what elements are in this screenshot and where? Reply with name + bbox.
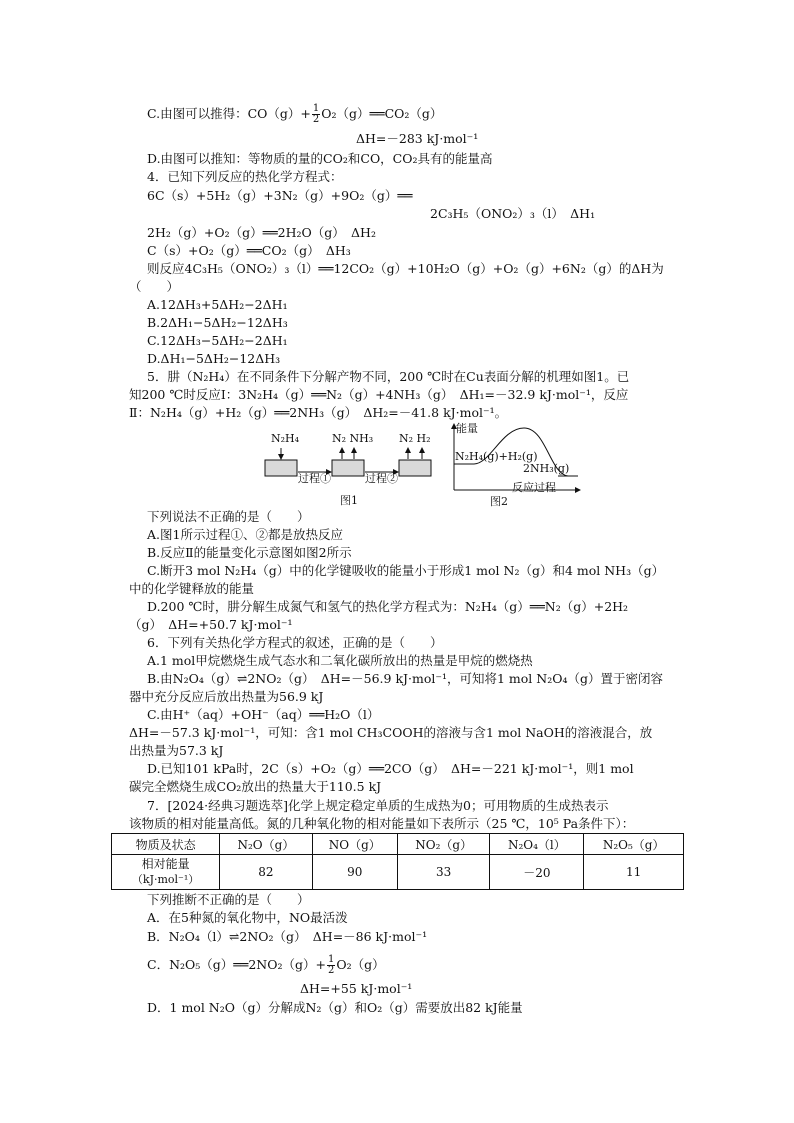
q5-option-a: A.图1所示过程①、②都是放热反应: [147, 527, 343, 542]
table-header-cell: N₂O₄（l）: [490, 834, 584, 855]
q4-option-a: A.12ΔH₃+5ΔH₂−2ΔH₁: [147, 297, 288, 312]
q3-option-c: [147, 104, 442, 125]
table-header-cell: NO（g）: [312, 834, 397, 855]
q6-option-c-3: 出热量为57.3 kJ: [129, 743, 224, 758]
fig2-ylabel: 能量: [456, 422, 478, 435]
q4-option-c: C.12ΔH₃−5ΔH₂−2ΔH₁: [147, 333, 288, 348]
q5-line-1: 5．肼（N₂H₄）在不同条件下分解产物不同，200 ℃时在Cu表面分解的机理如图1。已: [147, 369, 630, 384]
table-cell: 90: [312, 855, 397, 890]
q3-option-c-text-b: O₂（g）══CO₂（g）: [321, 106, 443, 121]
fig2-xlabel: 反应过程: [512, 481, 556, 494]
q4-stem: 4．已知下列反应的热化学方程式：: [147, 169, 343, 184]
q5-ask: 下列说法不正确的是（ ）: [147, 509, 310, 524]
surface-box-2: [332, 460, 364, 476]
q6-option-d-2: 碳完全燃烧生成CO₂放出的热量大于110.5 kJ: [129, 779, 382, 794]
fig1-label-step2: 过程②: [365, 472, 398, 485]
table-cell: －20: [490, 855, 584, 890]
q4-eq3: C（s）+O₂（g）══CO₂（g） ΔH₃: [147, 243, 351, 258]
relative-energy-table: [111, 833, 684, 890]
row-label-line-2: （kJ·mol⁻¹）: [131, 873, 200, 886]
q4-eq1b: 2C₃H₅（ONO₂）₃（l） ΔH₁: [430, 206, 596, 221]
table-header-cell: N₂O₅（g）: [584, 834, 684, 855]
row-label-line-1: 相对能量: [141, 857, 190, 871]
q6-option-c-2: ΔH=－57.3 kJ·mol⁻¹，可知：含1 mol CH₃COOH的溶液与含1 mol NaOH的溶液混合，放: [129, 725, 653, 740]
q5-option-d-1: D.200 ℃时，肼分解生成氮气和氢气的热化学方程式为：N₂H₄（g）══N₂（g）+2H₂: [147, 599, 629, 614]
q7-option-c-text-a: C．N₂O₅（g）══2NO₂（g）+: [147, 957, 326, 972]
surface-box-1: [265, 460, 297, 476]
q6-stem: 6．下列有关热化学方程式的叙述，正确的是（ ）: [147, 635, 443, 650]
q6-option-b-2: 器中充分反应后放出热量为56.9 kJ: [129, 689, 324, 704]
table-row: [112, 855, 684, 890]
table-cell: 82: [220, 855, 312, 890]
q4-option-b: B.2ΔH₁−5ΔH₂−12ΔH₃: [147, 315, 288, 330]
q5-line-3: Ⅱ：N₂H₄（g）+H₂（g）══2NH₃（g） ΔH₂=－41.8 kJ·mol⁻¹。: [129, 405, 508, 420]
fig1-label-n2-h2: N₂ H₂: [399, 432, 431, 445]
figure-2: [450, 420, 585, 510]
q7-ask: 下列推断不正确的是（ ）: [147, 892, 310, 907]
fig1-label-n2h4: N₂H₄: [271, 432, 300, 445]
q3-option-c-text-a: C.由图可以推得：CO（g）+: [147, 106, 311, 121]
q7-option-a: A．在5种氮的氧化物中，NO最活泼: [147, 910, 348, 925]
fig1-label-step1: 过程①: [298, 472, 331, 485]
figure-1: [262, 432, 442, 508]
q5-option-b: B.反应Ⅱ的能量变化示意图如图2所示: [147, 545, 352, 560]
q6-option-d-1: D.已知101 kPa时，2C（s）+O₂（g）══2CO（g） ΔH=－221 kJ·mol⁻¹，则1 mol: [147, 761, 634, 776]
q4-option-d: D.ΔH₁−5ΔH₂−12ΔH₃: [147, 351, 281, 366]
table-header-cell: N₂O（g）: [220, 834, 312, 855]
fig2-product-label: 2NH₃(g): [523, 462, 570, 475]
q7-line-1: 7．[2024·经典习题选萃]化学上规定稳定单质的生成热为0；可用物质的生成热表示: [147, 798, 609, 813]
q7-option-c-dh: ΔH=+55 kJ·mol⁻¹: [300, 981, 413, 996]
q7-option-d: D．1 mol N₂O（g）分解成N₂（g）和O₂（g）需要放出82 kJ能量: [147, 1000, 523, 1015]
fraction: $\frac{1}{2}$: [327, 954, 335, 976]
table-row-label: [112, 855, 220, 890]
q7-option-c-text-b: O₂（g）: [336, 957, 385, 972]
q5-option-d-2: （g） ΔH=+50.7 kJ·mol⁻¹: [129, 617, 293, 632]
table-cell: 11: [584, 855, 684, 890]
fig2-caption: 图2: [490, 495, 508, 508]
q7-option-c: [147, 955, 385, 976]
table-header-cell: 物质及状态: [112, 834, 220, 855]
q5-option-c-1: C.断开3 mol N₂H₄（g）中的化学键吸收的能量小于形成1 mol N₂（g）和4 mol NH₃（g）: [147, 563, 665, 578]
fraction: $\frac{1}{2}$: [312, 103, 320, 125]
fig2-reactant-label: N₂H₄(g)+H₂(g): [455, 450, 538, 463]
fig1-caption: 图1: [340, 494, 358, 507]
q4-eq2: 2H₂（g）+O₂（g）══2H₂O（g） ΔH₂: [147, 225, 376, 240]
q6-option-a: A.1 mol甲烷燃烧生成气态水和二氧化碳所放出的热量是甲烷的燃烧热: [147, 653, 533, 668]
fig1-label-n2-nh3: N₂ NH₃: [332, 432, 374, 445]
q5-line-2: 知200 ℃时反应Ⅰ：3N₂H₄（g）══N₂（g）+4NH₃（g） ΔH₁=－32.9 kJ·mol⁻¹，反应: [129, 387, 629, 402]
surface-box-3: [399, 460, 431, 476]
q4-eq1: 6C（s）+5H₂（g）+3N₂（g）+9O₂（g）══: [147, 188, 413, 203]
q4-ask: 则反应4C₃H₅（ONO₂）₃（l）══12CO₂（g）+10H₂O（g）+O₂（g）+6N₂（g）的ΔH为: [147, 261, 664, 276]
table-header-cell: NO₂（g）: [397, 834, 489, 855]
q6-option-b-1: B.由N₂O₄（g）⇌2NO₂（g） ΔH=－56.9 kJ·mol⁻¹，可知将1 mol N₂O₄（g）置于密闭容: [147, 671, 663, 686]
table-cell: 33: [397, 855, 489, 890]
q3-option-d: D.由图可以推知：等物质的量的CO₂和CO，CO₂具有的能量高: [147, 151, 493, 166]
q3-option-c-dh: ΔH=－283 kJ·mol⁻¹: [356, 131, 479, 146]
q5-option-c-2: 中的化学键释放的能量: [129, 581, 255, 596]
q4-paren: （ ）: [129, 279, 180, 294]
q7-option-b: B．N₂O₄（l）⇌2NO₂（g） ΔH=－86 kJ·mol⁻¹: [147, 929, 428, 944]
q6-option-c-1: C.由H⁺（aq）+OH⁻（aq）══H₂O（l）: [147, 707, 380, 722]
q7-line-2: 该物质的相对能量高低。氮的几种氧化物的相对能量如下表所示（25 ℃，10⁵ Pa条件下）：: [129, 816, 635, 831]
table-header-row: [112, 834, 684, 855]
